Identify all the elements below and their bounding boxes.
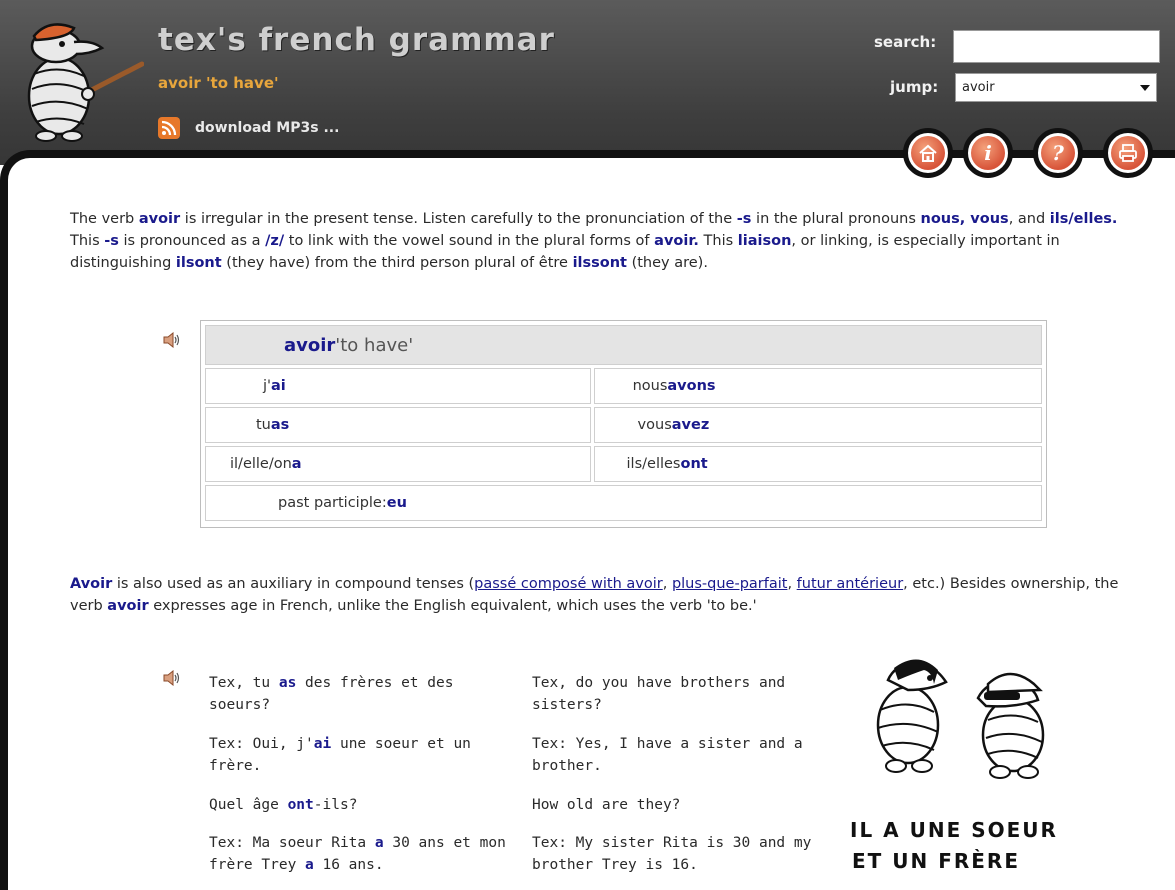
help-icon: ? [1041, 136, 1075, 170]
home-icon [911, 136, 945, 170]
table-cell: il/elle/on a [205, 446, 591, 482]
download-mp3s-link[interactable] [158, 117, 339, 139]
dialogue-line-french: Tex, tu as des frères et des soeurs? [209, 675, 454, 713]
past-participle-cell: past participle: eu [205, 485, 1042, 521]
jump-select[interactable] [955, 73, 1157, 102]
site-title[interactable]: tex's french grammar [158, 22, 555, 58]
intro-paragraph: The verb avoir is irregular in the present tense. Listen carefully to the pronunciation of the -s in the plural pronouns nous, vous, and ils/elles. This -s is pronounced as a /z/ to link with the vowel sound in the plural forms of avoir. This liaison, or linking, is especially important in distinguishing ilsont (they have) from the third person plural of être ilssont (they are). [70, 211, 1118, 271]
print-icon [1111, 136, 1145, 170]
page-subtitle: avoir 'to have' [158, 74, 279, 92]
print-button[interactable] [1103, 128, 1153, 178]
auxiliary-paragraph: Avoir is also used as an auxiliary in compound tenses (passé composé with avoir, plus-que-parfait, futur antérieur, etc.) Besides ownership, the verb avoir expresses age in French, unlike the English equivalent, which uses the verb 'to be.' [70, 576, 1119, 614]
table-cell: tu as [205, 407, 591, 443]
audio-speaker-icon[interactable] [163, 670, 181, 686]
search-label: search: [874, 33, 937, 51]
cartoon-caption-line-2: ET UN FRÈRE [852, 849, 1020, 873]
info-icon: i [971, 136, 1005, 170]
table-row [205, 446, 1042, 482]
home-button[interactable] [903, 128, 953, 178]
dialogue-line-english: How old are they? [532, 797, 681, 813]
info-button[interactable] [963, 128, 1013, 178]
table-cell: vous avez [594, 407, 1042, 443]
table-cell: j' ai [205, 368, 591, 404]
table-row [205, 485, 1042, 521]
table-row [205, 407, 1042, 443]
dialogue-line-french: Tex: Oui, j'ai une soeur et un frère. [209, 736, 471, 774]
table-row [205, 368, 1042, 404]
dialogue-line-french: Quel âge ont-ils? [209, 797, 358, 813]
plus-que-parfait-link[interactable]: plus-que-parfait [671, 576, 788, 592]
audio-speaker-icon[interactable] [163, 332, 181, 348]
help-button[interactable] [1033, 128, 1083, 178]
conjugation-table [200, 320, 1047, 528]
table-cell: nous avons [594, 368, 1042, 404]
search-input[interactable] [953, 30, 1160, 63]
table-cell: ils/elles ont [594, 446, 1042, 482]
dialogue-line-english: Tex: Yes, I have a sister and a brother. [532, 736, 803, 774]
rss-feed-icon[interactable] [158, 117, 180, 139]
chevron-down-icon[interactable] [1134, 74, 1156, 101]
armadillo-mascot-logo[interactable] [4, 14, 144, 154]
dialogue-line-french: Tex: Ma soeur Rita a 30 ans et mon frère Trey a 16 ans. [209, 835, 506, 873]
futur-anterieur-link[interactable]: futur antérieur [796, 576, 904, 592]
dialogue-line-english: Tex: My sister Rita is 30 and my brother Trey is 16. [532, 835, 812, 873]
passe-compose-link[interactable]: passé composé with avoir [474, 576, 663, 592]
dialogue-line-english: Tex, do you have brothers and sisters? [532, 675, 786, 713]
download-label[interactable]: download MP3s ... [195, 120, 340, 136]
jump-selected-value: avoir [962, 80, 995, 95]
conjugation-table-header: avoir 'to have' [205, 325, 1042, 365]
armadillo-siblings-cartoon [838, 640, 1108, 880]
jump-label: jump: [890, 78, 939, 96]
cartoon-caption-line-1: IL A UNE SOEUR [850, 818, 1058, 842]
